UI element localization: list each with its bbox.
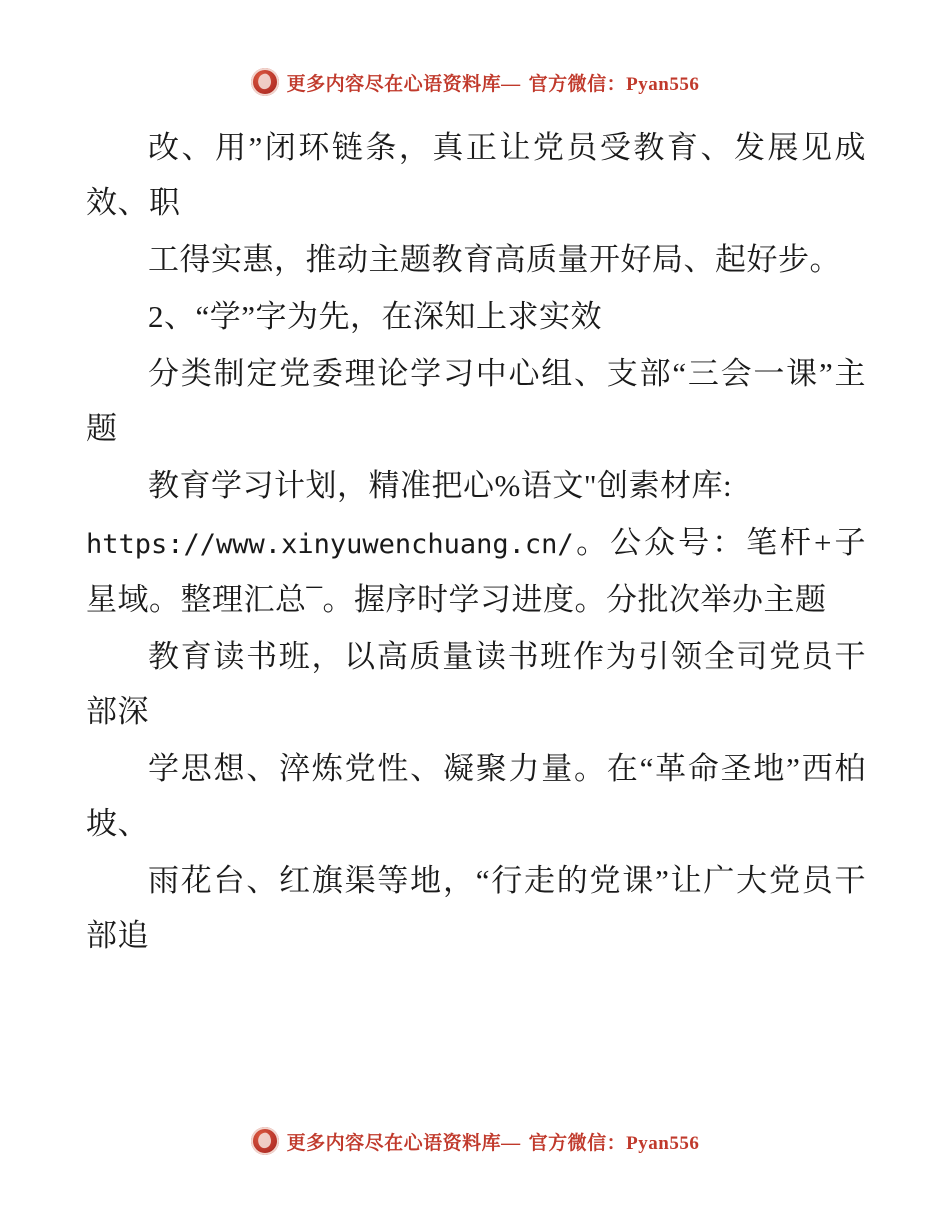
watermark-bottom xyxy=(0,1127,950,1155)
paragraph: 教育读书班，以高质量读书班作为引领全司党员干部深 xyxy=(86,639,866,729)
document-body xyxy=(86,120,866,965)
watermark-library-text: 更多内容尽在心语资料库— xyxy=(286,1132,521,1154)
seal-logo-icon xyxy=(251,68,279,96)
seal-logo-icon xyxy=(251,1127,279,1155)
paragraph: 改、用”闭环链条，真正让党员受教育、发展见成效、职 xyxy=(86,130,866,220)
paragraph-with-url xyxy=(86,515,866,627)
paragraph: 分类制定党委理论学习中心组、支部“三会一课”主题 xyxy=(86,356,866,446)
watermark-wechat-text: 官方微信：Pyan556 xyxy=(528,1132,700,1154)
paragraph: 教育学习计划，精准把心%语文"创素材库: xyxy=(148,468,733,503)
watermark-wechat-text: 官方微信：Pyan556 xyxy=(528,73,700,95)
paragraph: 工得实惠，推动主题教育高质量开好局、起好步。 xyxy=(148,242,841,277)
paragraph-heading: 2、“学”字为先，在深知上求实效 xyxy=(148,299,603,334)
watermark-library-text: 更多内容尽在心语资料库— xyxy=(286,73,521,95)
paragraph-url-rest: 。公众号：笔杆+子星域。整理汇总¯。握序时学习进度。分批次举办主题 xyxy=(86,525,866,617)
paragraph: 学思想、淬炼党性、凝聚力量。在“革命圣地”西柏坡、 xyxy=(86,751,866,841)
watermark-top xyxy=(0,68,950,96)
paragraph: 雨花台、红旗渠等地，“行走的党课”让广大党员干部追 xyxy=(86,863,866,953)
source-url: https://www.xinyuwenchuang.cn/ xyxy=(86,529,574,560)
